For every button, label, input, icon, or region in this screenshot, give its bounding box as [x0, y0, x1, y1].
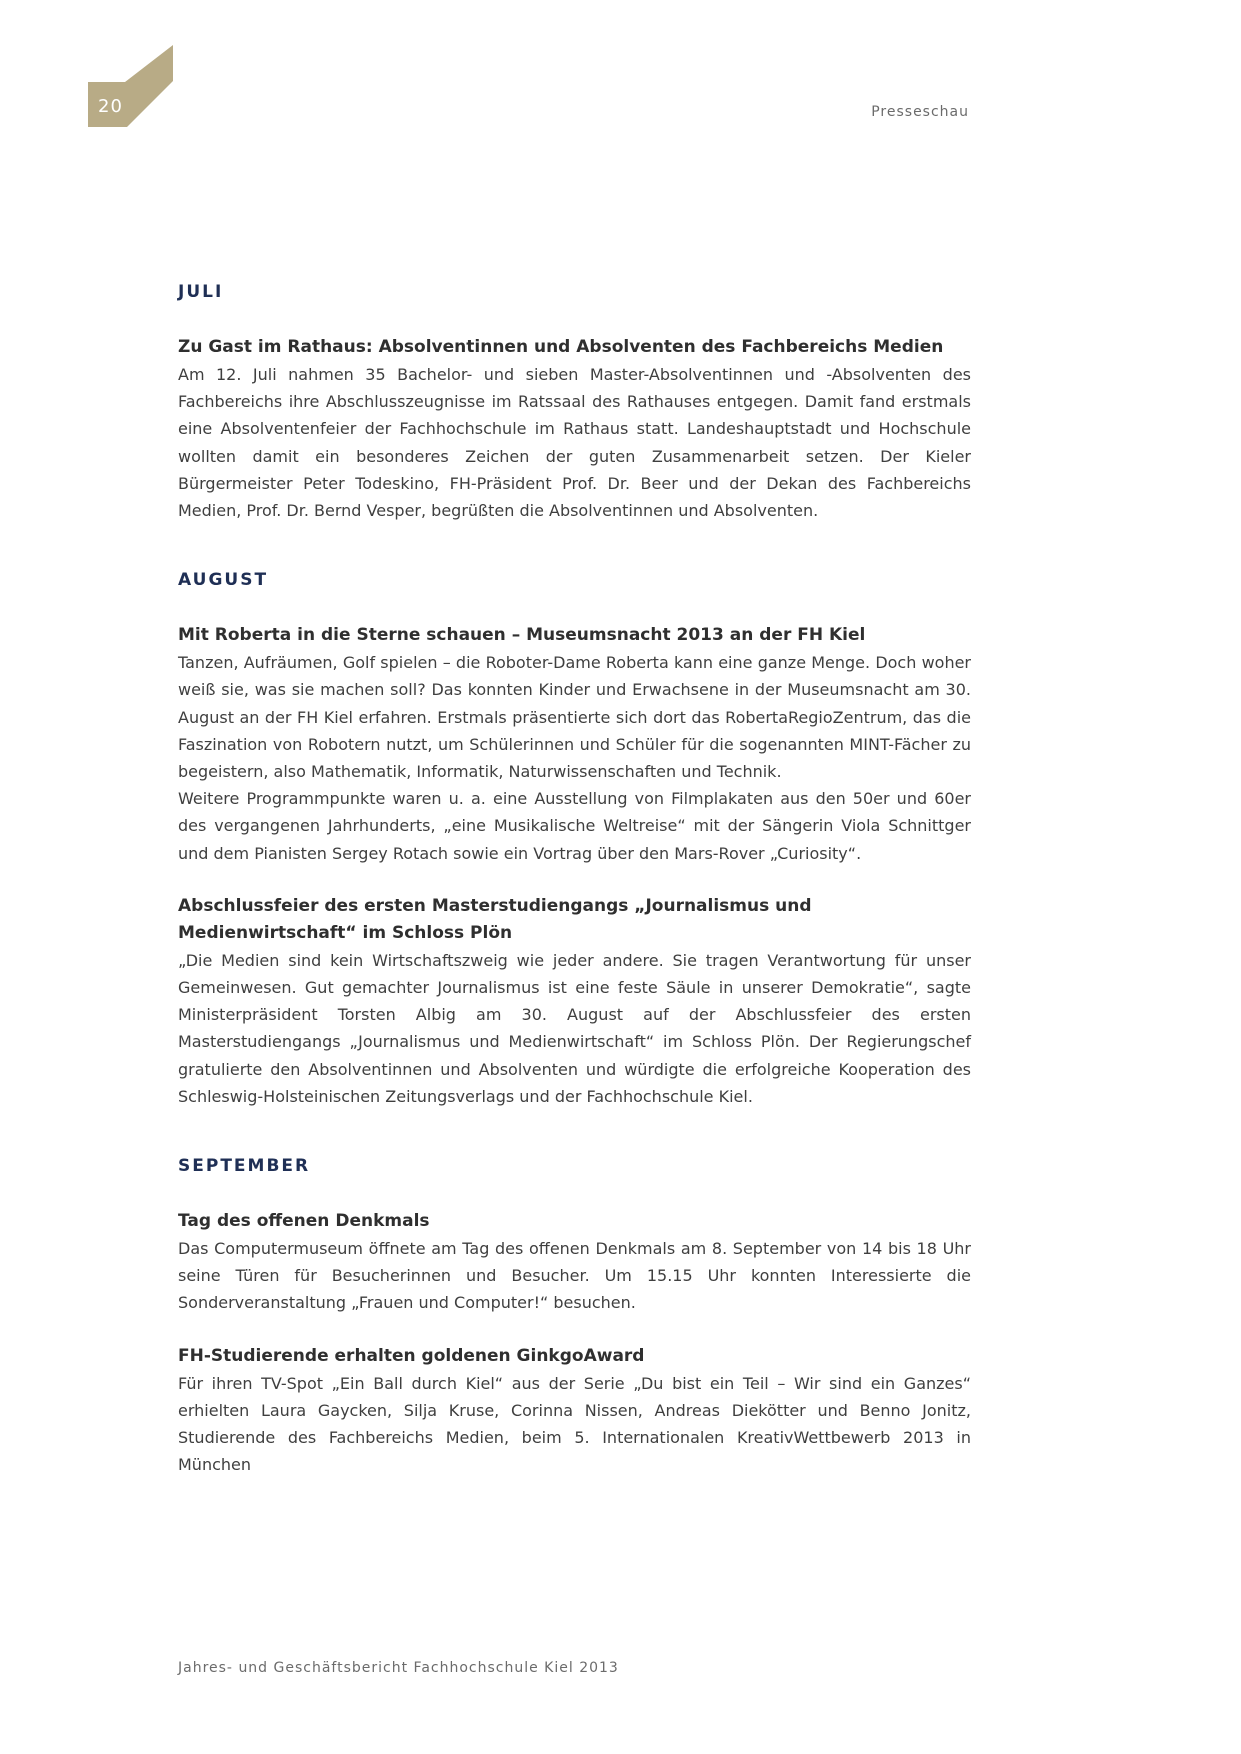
article-body: Tanzen, Aufräumen, Golf spielen – die Roboter-Dame Roberta kann eine ganze Menge. Doch woher weiß sie, was sie machen soll? Das konnten Kinder und Erwachsene in der Museumsnacht am 30. August an der FH Kiel erfahren. Erstmals präsentierte sich dort das RobertaRegioZentrum, das die Faszination von Robotern nutzt, um Schülerinnen und Schüler für die sogenannten MINT-Fächer zu begeistern, also Mathematik, Informatik, Naturwissenschaften und Technik.	[178, 653, 971, 782]
article-title: Tag des offenen Denkmals	[178, 1211, 430, 1232]
article	[178, 334, 971, 524]
article-title: Abschlussfeier des ersten Masterstudiengangs „Journalismus und Medienwirtschaft“ im Schloss Plön	[178, 895, 812, 943]
page-number: 20	[98, 96, 123, 117]
article-title: Mit Roberta in die Sterne schauen – Museumsnacht 2013 an der FH Kiel	[178, 625, 866, 646]
month-section-august	[178, 568, 971, 1110]
month-heading: JULI	[178, 282, 224, 302]
article-body: Am 12. Juli nahmen 35 Bachelor- und sieben Master-Absolventinnen und -Absolventen des Fachbereichs ihre Abschlusszeugnisse im Ratssaal des Rathauses entgegen. Damit fand erstmals eine Absolventenfeier der Fachhochschule im Rathaus statt. Landeshauptstadt und Hochschule wollten damit ein besonderes Zeichen der guten Zusammenarbeit setzen. Der Kieler Bürgermeister Peter Todeskino, FH-Präsident Prof. Dr. Beer und der Dekan des Fachbereichs Medien, Prof. Dr. Bernd Vesper, begrüßten die Absolventinnen und Absolventen.	[178, 365, 971, 521]
article-title: FH-Studierende erhalten goldenen GinkgoAward	[178, 1345, 645, 1366]
article-body: Für ihren TV-Spot „Ein Ball durch Kiel“ aus der Serie „Du bist ein Teil – Wir sind ein Ganzes“ erhielten Laura Gaycken, Silja Kruse, Corinna Nissen, Andreas Diekötter und Benno Jonitz, Studierende des Fachbereichs Medien, beim 5. Internationalen KreativWettbewerb 2013 in München	[178, 1373, 971, 1475]
article-body-continued: Weitere Programmpunkte waren u. a. eine Ausstellung von Filmplakaten aus den 50er und 60er des vergangenen Jahrhunderts, „eine Musikalische Weltreise“ mit der Sängerin Viola Schnittger und dem Pianisten Sergey Rotach sowie ein Vortrag über den Mars-Rover „Curiosity“.	[178, 789, 971, 863]
month-heading: SEPTEMBER	[178, 1156, 311, 1177]
article	[178, 622, 971, 867]
article-title: Zu Gast im Rathaus: Absolventinnen und Absolventen des Fachbereichs Medien	[178, 337, 944, 357]
month-section-september	[178, 1154, 971, 1478]
article-body: Das Computermuseum öffnete am Tag des offenen Denkmals am 8. September von 14 bis 18 Uhr seine Türen für Besucherinnen und Besucher. Um 15.15 Uhr konnten Interessierte die Sonderveranstaltung „Frauen und Computer!“ besuchen.	[178, 1239, 971, 1313]
main-content	[178, 280, 971, 1522]
article	[178, 1343, 971, 1479]
article-body: „Die Medien sind kein Wirtschaftszweig wie jeder andere. Sie tragen Verantwortung für unser Gemeinwesen. Gut gemachter Journalismus ist eine feste Säule in unserer Demokratie“, sagte Ministerpräsident Torsten Albig am 30. August auf der Abschlussfeier des ersten Masterstudiengangs „Journalismus und Medienwirtschaft“ im Schloss Plön. Der Regierungschef gratulierte den Absolventinnen und Absolventen und würdigte die erfolgreiche Kooperation des Schleswig-Holsteinischen Zeitungsverlags und der Fachhochschule Kiel.	[178, 950, 971, 1106]
running-head: Presseschau	[871, 104, 969, 120]
article	[178, 1208, 971, 1317]
page-footer: Jahres- und Geschäftsbericht Fachhochschule Kiel 2013	[178, 1660, 619, 1676]
article	[178, 893, 971, 1110]
month-heading: AUGUST	[178, 570, 269, 591]
month-section-juli	[178, 280, 971, 524]
